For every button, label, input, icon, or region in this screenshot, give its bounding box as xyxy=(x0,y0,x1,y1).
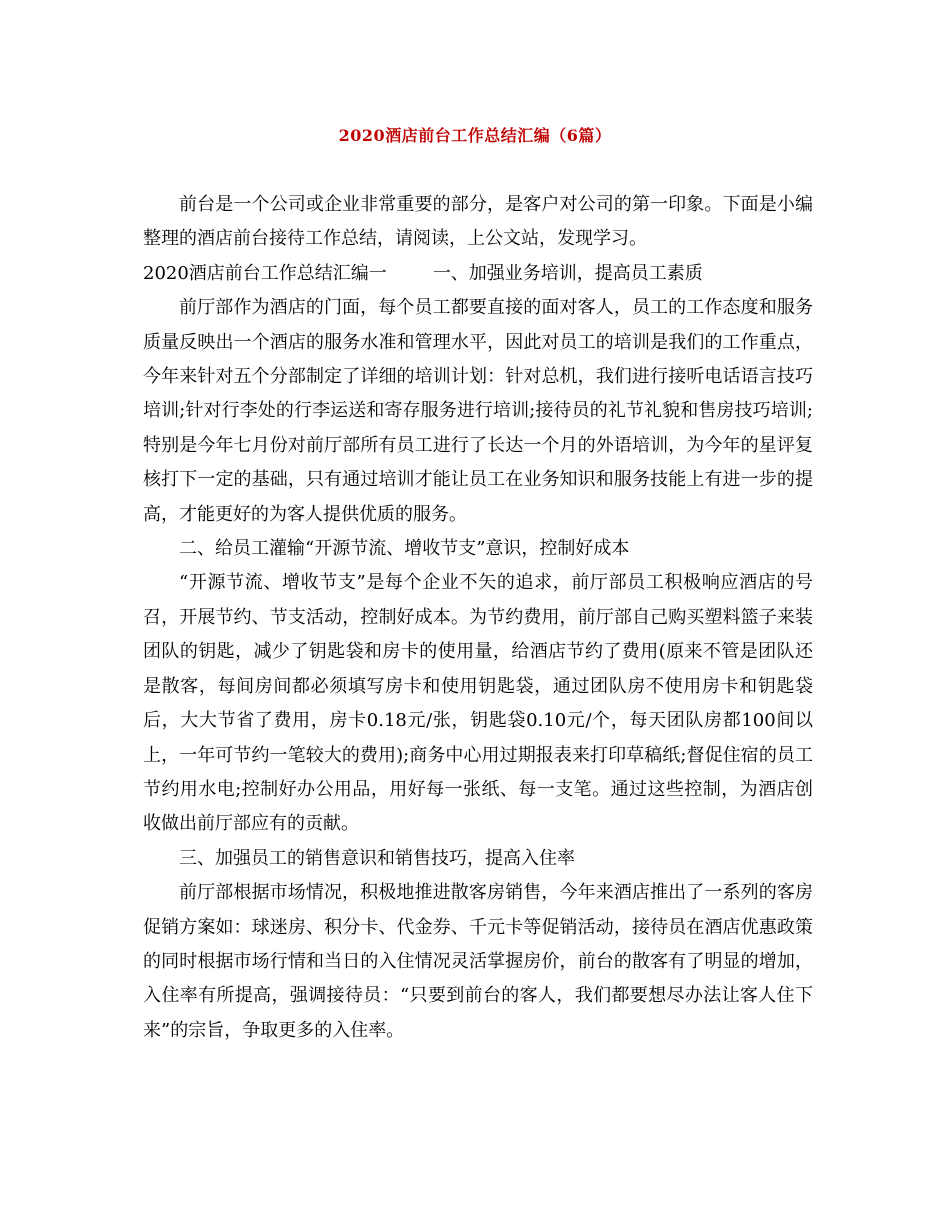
document-title: 2020酒店前台工作总结汇编（6篇） xyxy=(338,126,612,145)
section-label: 2020酒店前台工作总结汇编一 xyxy=(143,262,387,284)
paragraph-1: 前厅部作为酒店的门面，每个员工都要直接的面对客人，员工的工作态度和服务质量反映出一个酒店的服务水准和管理水平，因此对员工的培训是我们的工作重点，今年来针对五个分部制定了详细的培训计划：针对总机，我们进行接听电话语言技巧培训;针对行李处的行李运送和寄存服务进行培训;接待员的礼节礼貌和售房技巧培训;特别是今年七月份对前厅部所有员工进行了长达一个月的外语培训，为今年的星评复核打下一定的基础，只有通过培训才能让员工在业务知识和服务技能上有进一步的提高，才能更好的为客人提供优质的服务。 xyxy=(143,297,813,525)
document-body xyxy=(143,188,813,1048)
paragraph-2: “开源节流、增收节支”是每个企业不矢的追求，前厅部员工积极响应酒店的号召，开展节约、节支活动，控制好成本。为节约费用，前厅部自己购买塑料篮子来装团队的钥匙，减少了钥匙袋和房卡的使用量，给酒店节约了费用(原来不管是团队还是散客，每间房间都必须填写房卡和使用钥匙袋，通过团队房不使用房卡和钥匙袋后，大大节省了费用，房卡0.18元/张，钥匙袋0.10元/个，每天团队房都100间以上，一年可节约一笔较大的费用);商务中心用过期报表来打印草稿纸;督促住宿的员工节约用水电;控制好办公用品，用好每一张纸、每一支笔。通过这些控制，为酒店创收做出前厅部应有的贡献。 xyxy=(143,572,813,835)
heading-2: 二、给员工灌输“开源节流、增收节支”意识，控制好成本 xyxy=(179,538,630,560)
heading-3: 三、加强员工的销售意识和销售技巧，提高入住率 xyxy=(179,847,575,869)
heading-1: 一、加强业务培训，提高员工素质 xyxy=(432,262,703,284)
section-heading-line xyxy=(143,257,813,291)
intro-paragraph: 前台是一个公司或企业非常重要的部分，是客户对公司的第一印象。下面是小编整理的酒店前台接待工作总结，请阅读，上公文站，发现学习。 xyxy=(143,194,813,250)
paragraph-3: 前厅部根据市场情况，积极地推进散客房销售，今年来酒店推出了一系列的客房促销方案如：球迷房、积分卡、代金券、千元卡等促销活动，接待员在酒店优惠政策的同时根据市场行情和当日的入住情况灵活掌握房价，前台的散客有了明显的增加，入住率有所提高，强调接待员：“只要到前台的客人，我们都要想尽办法让客人住下来”的宗旨，争取更多的入住率。 xyxy=(143,882,813,1041)
